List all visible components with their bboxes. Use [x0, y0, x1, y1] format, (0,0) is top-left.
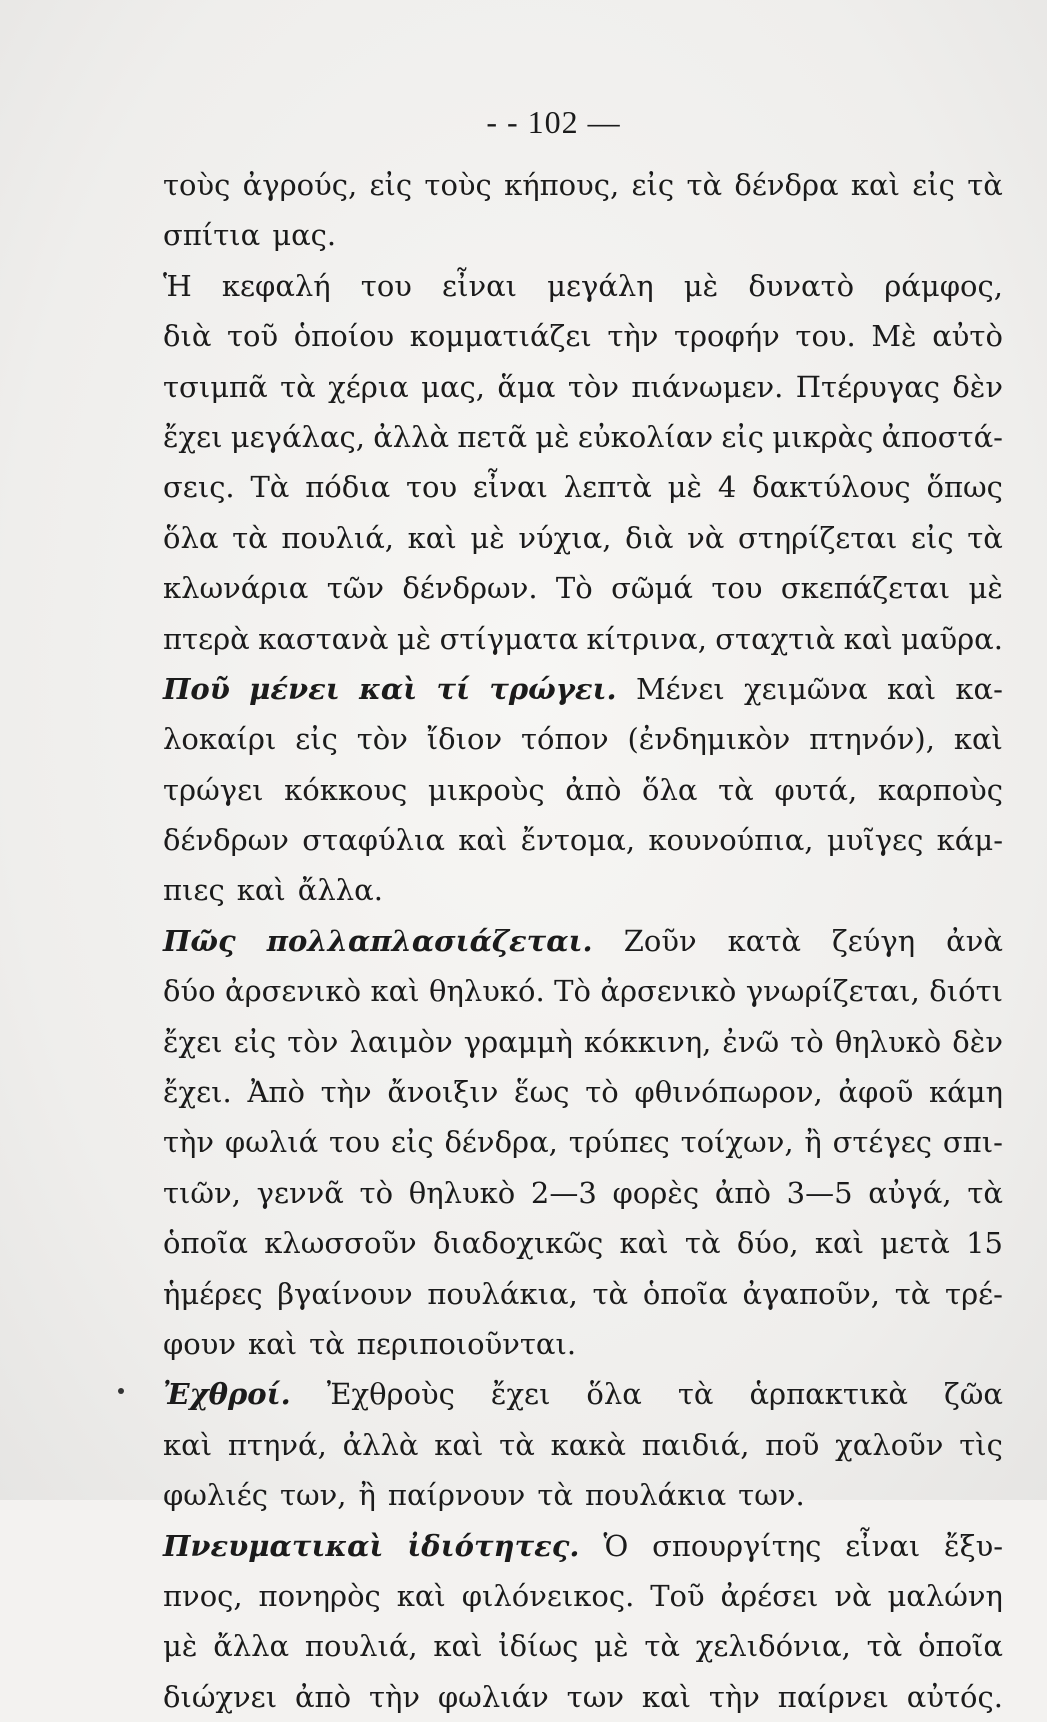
word: χαλοῦν — [835, 1427, 944, 1462]
word: στίγματα — [439, 621, 579, 656]
word: Ἀπὸ — [247, 1075, 305, 1110]
word: κίτρινα, — [586, 621, 707, 656]
word: τὸ — [585, 1075, 619, 1110]
word: ράμφος, — [884, 268, 1003, 303]
word: στηρίζεται — [737, 520, 898, 555]
word: μεγάλας, — [230, 419, 365, 454]
word: τὰ — [232, 520, 268, 555]
word: ἀλλὰ — [342, 1427, 419, 1462]
word: καὶ — [843, 621, 893, 656]
word: μὲ — [535, 419, 570, 454]
word: ὅλα — [163, 520, 219, 555]
word: αὐτός. — [906, 1679, 1003, 1714]
word: ὁποῖα — [918, 1629, 1003, 1664]
word: ἄνοιξιν — [387, 1075, 499, 1110]
word: ὁποῖα — [642, 1276, 728, 1311]
word: σπίτια — [163, 218, 261, 253]
word: κατὰ — [727, 923, 801, 958]
word: τὴν — [163, 1125, 215, 1160]
word: των — [566, 1679, 624, 1714]
word: ζῶα — [943, 1377, 1003, 1412]
word: κλωνάρια — [163, 571, 309, 606]
word: μὲ — [163, 1629, 198, 1664]
word: διὰ — [625, 520, 674, 555]
word: καὶ — [814, 1226, 864, 1261]
text-line — [163, 765, 1003, 815]
word: μὲ — [968, 571, 1003, 606]
word: τὸν — [567, 369, 619, 404]
text-line — [163, 462, 1003, 512]
word: εἰς — [631, 168, 675, 202]
word: ἔχει. — [163, 1075, 232, 1110]
word: φουν — [163, 1326, 237, 1361]
word: μὲ — [396, 621, 432, 656]
word: τὰ — [718, 772, 754, 807]
section-heading-word: ἰδιότητες. — [407, 1528, 580, 1563]
word: πουλάκια — [584, 1478, 727, 1513]
word: ὁποῖα — [163, 1226, 248, 1261]
word: 15 — [966, 1226, 1003, 1261]
word: κλωσσοῦν — [264, 1226, 417, 1261]
word: ἀρέσει — [720, 1578, 819, 1613]
word: τὰ — [677, 1377, 714, 1412]
word: αὐγά, — [868, 1175, 952, 1210]
word: δὲν — [952, 369, 1003, 404]
word: τὰ — [686, 168, 723, 202]
word: τρώγει — [163, 772, 264, 807]
text-line — [163, 362, 1003, 412]
word: Ζοῦν — [623, 923, 697, 958]
word: του — [360, 268, 412, 303]
word: πουλιά, — [281, 520, 395, 555]
word: θηλυκὸ — [408, 1175, 516, 1210]
word: εἰς — [295, 722, 338, 757]
word: τὴν — [607, 319, 659, 354]
word: ἀγαποῦν, — [742, 1276, 880, 1311]
word: σπι- — [942, 1125, 1003, 1160]
word: τὰ — [967, 168, 1003, 202]
word: Μένει — [635, 671, 725, 706]
word: τοίχων, — [680, 1125, 794, 1160]
word: καὶ — [163, 1427, 213, 1462]
text-line — [163, 261, 1003, 311]
word: Ἡ — [163, 268, 192, 303]
word: διώχνει — [163, 1679, 278, 1714]
word: Ὁ — [603, 1528, 629, 1563]
word: ἢ — [804, 1125, 822, 1160]
word: τοὺς — [163, 168, 231, 202]
word: Ἐχθροὺς — [326, 1377, 455, 1412]
text-line — [163, 1218, 1003, 1268]
word: πτερὰ — [163, 621, 250, 656]
word: ἴδιον — [426, 722, 503, 757]
word: εἰς — [721, 419, 764, 454]
word: σπουργίτης — [652, 1528, 822, 1563]
word: φορὲς — [612, 1175, 700, 1210]
word: τρέ- — [945, 1276, 1003, 1311]
word: ἀλλὰ — [373, 419, 450, 454]
word: καὶ — [433, 1629, 483, 1664]
word: ἀγρούς, — [242, 168, 358, 202]
word: ἀπὸ — [714, 1175, 771, 1210]
word: εἰς — [369, 168, 413, 202]
text-line — [163, 815, 1003, 865]
word: ἁρπακτικὰ — [749, 1377, 908, 1412]
word: σῶμά — [611, 571, 693, 606]
text-line — [163, 865, 1003, 915]
word: πιάνωμεν. — [631, 369, 784, 404]
word: καὶ — [236, 873, 286, 908]
word: ὅπως — [926, 470, 1003, 505]
text-line — [163, 1117, 1003, 1167]
word: σκεπάζεται — [780, 571, 951, 606]
word: καὶ — [850, 168, 900, 202]
word: τσιμπᾶ — [163, 369, 268, 404]
section-heading-word: τί — [436, 671, 471, 706]
word: τὸ — [359, 1175, 394, 1210]
word: ἔχει — [163, 419, 223, 454]
word: τὴν — [368, 1679, 420, 1714]
word: σεις. — [163, 470, 235, 505]
word: νὰ — [834, 1578, 872, 1613]
word: διὰ — [163, 319, 212, 354]
text-line — [163, 1319, 1003, 1369]
word: παιδιά, — [641, 1427, 750, 1462]
word: εἶναι — [442, 268, 518, 303]
text-line — [163, 1067, 1003, 1117]
word: δύο, — [736, 1226, 799, 1261]
word: κακὰ — [550, 1427, 627, 1462]
word: καὶ — [248, 1326, 298, 1361]
text-line — [163, 916, 1003, 966]
word: του — [329, 1125, 381, 1160]
text-line — [163, 1571, 1003, 1621]
print-speck — [118, 1388, 124, 1394]
word: τρύπες — [568, 1125, 670, 1160]
word: διότι — [929, 974, 1003, 1009]
word: θηλυκὸ — [834, 1024, 942, 1059]
word: ζεύγη — [832, 923, 916, 958]
section-heading-word: Ποῦ — [163, 671, 230, 706]
word: καὶ — [370, 974, 420, 1009]
word: τὰ — [684, 1226, 721, 1261]
word: λεπτὰ — [563, 470, 652, 505]
text-line — [163, 714, 1003, 764]
word: τὴν — [708, 1679, 760, 1714]
word: τὸν — [356, 722, 408, 757]
word: τὸ — [790, 1024, 824, 1059]
word: πτηνά, — [227, 1427, 327, 1462]
word: θηλυκό. — [429, 974, 545, 1009]
word: κα- — [955, 671, 1003, 706]
word: νὰ — [687, 520, 725, 555]
word: των, — [279, 1478, 347, 1513]
word: μὲ — [667, 470, 703, 505]
word: ἀρσενικὸ — [225, 974, 362, 1009]
word: εἰς — [390, 1125, 434, 1160]
word: Τὸ — [555, 571, 593, 606]
text-line — [163, 1420, 1003, 1470]
word: αὐτὸ — [932, 319, 1003, 354]
word: εἰς — [910, 520, 954, 555]
word: δὲν — [952, 1024, 1003, 1059]
word: μὲ — [470, 520, 505, 555]
word: κάμη — [929, 1075, 1003, 1110]
word: φωλιά — [224, 1125, 319, 1160]
word: ἰδίως — [498, 1629, 579, 1664]
word: ἀποστά- — [881, 419, 1003, 454]
word: τὰ — [499, 1427, 535, 1462]
section-heading-word: μένει — [249, 671, 340, 706]
text-line — [163, 614, 1003, 664]
word: σταχτιὰ — [715, 621, 836, 656]
word: μὲ — [594, 1629, 629, 1664]
word: μυῖγες — [826, 823, 924, 858]
word: τὸν — [287, 1024, 339, 1059]
word: βγαίνουν — [277, 1276, 413, 1311]
word: πόδια — [305, 470, 391, 505]
word: τὰ — [280, 369, 316, 404]
text-line — [163, 210, 1003, 260]
word: μας, — [421, 369, 486, 404]
word: των. — [738, 1478, 805, 1513]
word: παίρνει — [777, 1679, 889, 1714]
word: λαιμὸν — [349, 1024, 453, 1059]
word: κόκκινη, — [583, 1024, 712, 1059]
word: εἰς — [233, 1024, 277, 1059]
word: ὁποίου — [293, 319, 395, 354]
word: ἀρσενικὸ — [600, 974, 737, 1009]
word: 3—5 — [786, 1175, 853, 1210]
word: τοὺς — [424, 168, 492, 202]
word: πτηνόν), — [809, 722, 935, 757]
text-line — [163, 1369, 1003, 1419]
word: 4 — [717, 470, 737, 505]
word: Τὸ — [554, 974, 591, 1009]
word: λοκαίρι — [163, 722, 277, 757]
word: εἶναι — [472, 470, 548, 505]
word: μαῦρα. — [901, 621, 1003, 656]
word: τῶν — [326, 571, 385, 606]
word: τόπον — [520, 722, 609, 757]
word: χελιδόνια, — [695, 1629, 851, 1664]
word: εἰς — [912, 168, 955, 202]
word: φυτά, — [774, 772, 858, 807]
text-line — [163, 412, 1003, 462]
word: πετᾶ — [457, 419, 528, 454]
word: καὶ — [407, 520, 457, 555]
word: τιῶν, — [163, 1175, 241, 1210]
word: τὰ — [644, 1629, 680, 1664]
word: καὶ — [434, 1427, 484, 1462]
word: Μὲ — [871, 319, 917, 354]
word: δένδρα, — [444, 1125, 558, 1160]
word: τροφήν — [673, 319, 780, 354]
section-heading-word: Ἐχθροί. — [163, 1377, 291, 1412]
text-line — [163, 1017, 1003, 1067]
text-line — [163, 1521, 1003, 1571]
word: κουνούπια, — [648, 823, 814, 858]
word: διαδοχικῶς — [432, 1226, 604, 1261]
page-number: - - 102 — — [486, 104, 621, 140]
word: παίρνουν — [387, 1478, 526, 1513]
word: καὶ — [396, 1578, 446, 1613]
word: ἡμέρες — [163, 1276, 263, 1311]
word: τὰ — [592, 1276, 629, 1311]
word: ἄλλα. — [297, 873, 383, 908]
word: εὐκολίαν — [577, 419, 714, 454]
word: μετὰ — [880, 1226, 950, 1261]
word: ἔντομα, — [520, 823, 636, 858]
word: δακτύλους — [752, 470, 911, 505]
word: τοῦ — [227, 319, 279, 354]
word: ἄλλα — [213, 1629, 290, 1664]
word: καρποὺς — [877, 772, 1003, 807]
word: περιποιοῦνται. — [356, 1326, 577, 1361]
word: ἀφοῦ — [838, 1075, 914, 1110]
word: μὲ — [683, 268, 719, 303]
text-line — [163, 664, 1003, 714]
word: φθινόπωρον, — [634, 1075, 823, 1110]
word: ἅμα — [497, 369, 556, 404]
word: πουλάκια, — [427, 1276, 578, 1311]
word: καὶ — [887, 671, 937, 706]
text-line — [163, 1168, 1003, 1218]
word: τὰ — [967, 520, 1003, 555]
word: ἔξυ- — [944, 1528, 1003, 1563]
word: εἶναι — [845, 1528, 921, 1563]
word: ἕως — [514, 1075, 570, 1110]
word: τὰ — [309, 1326, 345, 1361]
word: καὶ — [641, 1679, 691, 1714]
word: χέρια — [328, 369, 409, 404]
word: ἀπὸ — [565, 772, 622, 807]
section-heading-word: πολλαπλασιάζεται. — [266, 923, 593, 958]
word: δένδρα — [734, 168, 839, 202]
word: ἐνῶ — [722, 1024, 780, 1059]
word: δυνατὸ — [748, 268, 855, 303]
word: καὶ — [458, 823, 508, 858]
word: καστανὰ — [258, 621, 389, 656]
word: πνος, — [163, 1578, 243, 1613]
text-line — [163, 563, 1003, 613]
word: ὅλα — [642, 772, 698, 807]
word: γνωρίζεται, — [745, 974, 920, 1009]
word: γραμμὴ — [463, 1024, 573, 1059]
word: ὅλα — [586, 1377, 642, 1412]
body-text — [163, 160, 1003, 1722]
text-line — [163, 311, 1003, 361]
word: δένδρων — [163, 823, 289, 858]
word: κάμ- — [936, 823, 1003, 858]
text-line — [163, 1470, 1003, 1520]
word: μεγάλη — [547, 268, 654, 303]
word: τὴν — [320, 1075, 372, 1110]
word: τὶς — [959, 1427, 1003, 1462]
word: γεννᾶ — [256, 1175, 344, 1210]
word: κομματιάζει — [409, 319, 592, 354]
word: κεφαλή — [221, 268, 331, 303]
word: του. — [795, 319, 856, 354]
word: τὰ — [866, 1629, 903, 1664]
section-heading-word: τρώγει. — [489, 671, 617, 706]
word: χειμῶνα — [744, 671, 868, 706]
word: κήπους, — [504, 168, 620, 202]
word: μικρὰς — [772, 419, 874, 454]
word: του — [405, 470, 458, 505]
text-line — [163, 160, 1003, 210]
word: ἔχει — [490, 1377, 551, 1412]
word: πονηρὸς — [258, 1578, 381, 1613]
text-line — [163, 966, 1003, 1016]
word: δύο — [163, 974, 216, 1009]
word: ἀνὰ — [946, 923, 1003, 958]
word: κόκκους — [284, 772, 408, 807]
word: νύχια, — [518, 520, 612, 555]
word: ἢ — [358, 1478, 376, 1513]
word: πιες — [163, 873, 225, 908]
text-line — [163, 1672, 1003, 1722]
word: σταφύλια — [302, 823, 445, 858]
text-line — [163, 1621, 1003, 1671]
section-heading-word: καὶ — [359, 671, 418, 706]
word: Τοῦ — [650, 1578, 705, 1613]
word: φωλιές — [163, 1478, 268, 1513]
word: ἀπὸ — [294, 1679, 352, 1714]
word: Πτέρυγας — [795, 369, 940, 404]
word: μικροὺς — [427, 772, 545, 807]
word: Τὰ — [250, 470, 290, 505]
word: 2—3 — [530, 1175, 597, 1210]
word: δένδρων. — [402, 571, 538, 606]
word: τὰ — [537, 1478, 573, 1513]
word: μαλώνη — [887, 1578, 1003, 1613]
word: του — [711, 571, 763, 606]
word: πουλιά, — [304, 1629, 418, 1664]
word: φιλόνεικος. — [461, 1578, 635, 1613]
word: καὶ — [619, 1226, 669, 1261]
word: καὶ — [953, 722, 1003, 757]
word: τὰ — [967, 1175, 1003, 1210]
word: (ἐνδημικὸν — [627, 722, 791, 757]
word: τὰ — [894, 1276, 931, 1311]
section-heading-word: Πῶς — [163, 923, 236, 958]
text-line — [163, 1269, 1003, 1319]
word: φωλιάν — [437, 1679, 549, 1714]
word: στέγες — [832, 1125, 933, 1160]
text-line — [163, 513, 1003, 563]
section-heading-word: Πνευματικαὶ — [163, 1528, 384, 1563]
word: μας. — [272, 218, 337, 253]
word: ποῦ — [765, 1427, 820, 1462]
word: ἔχει — [163, 1024, 223, 1059]
